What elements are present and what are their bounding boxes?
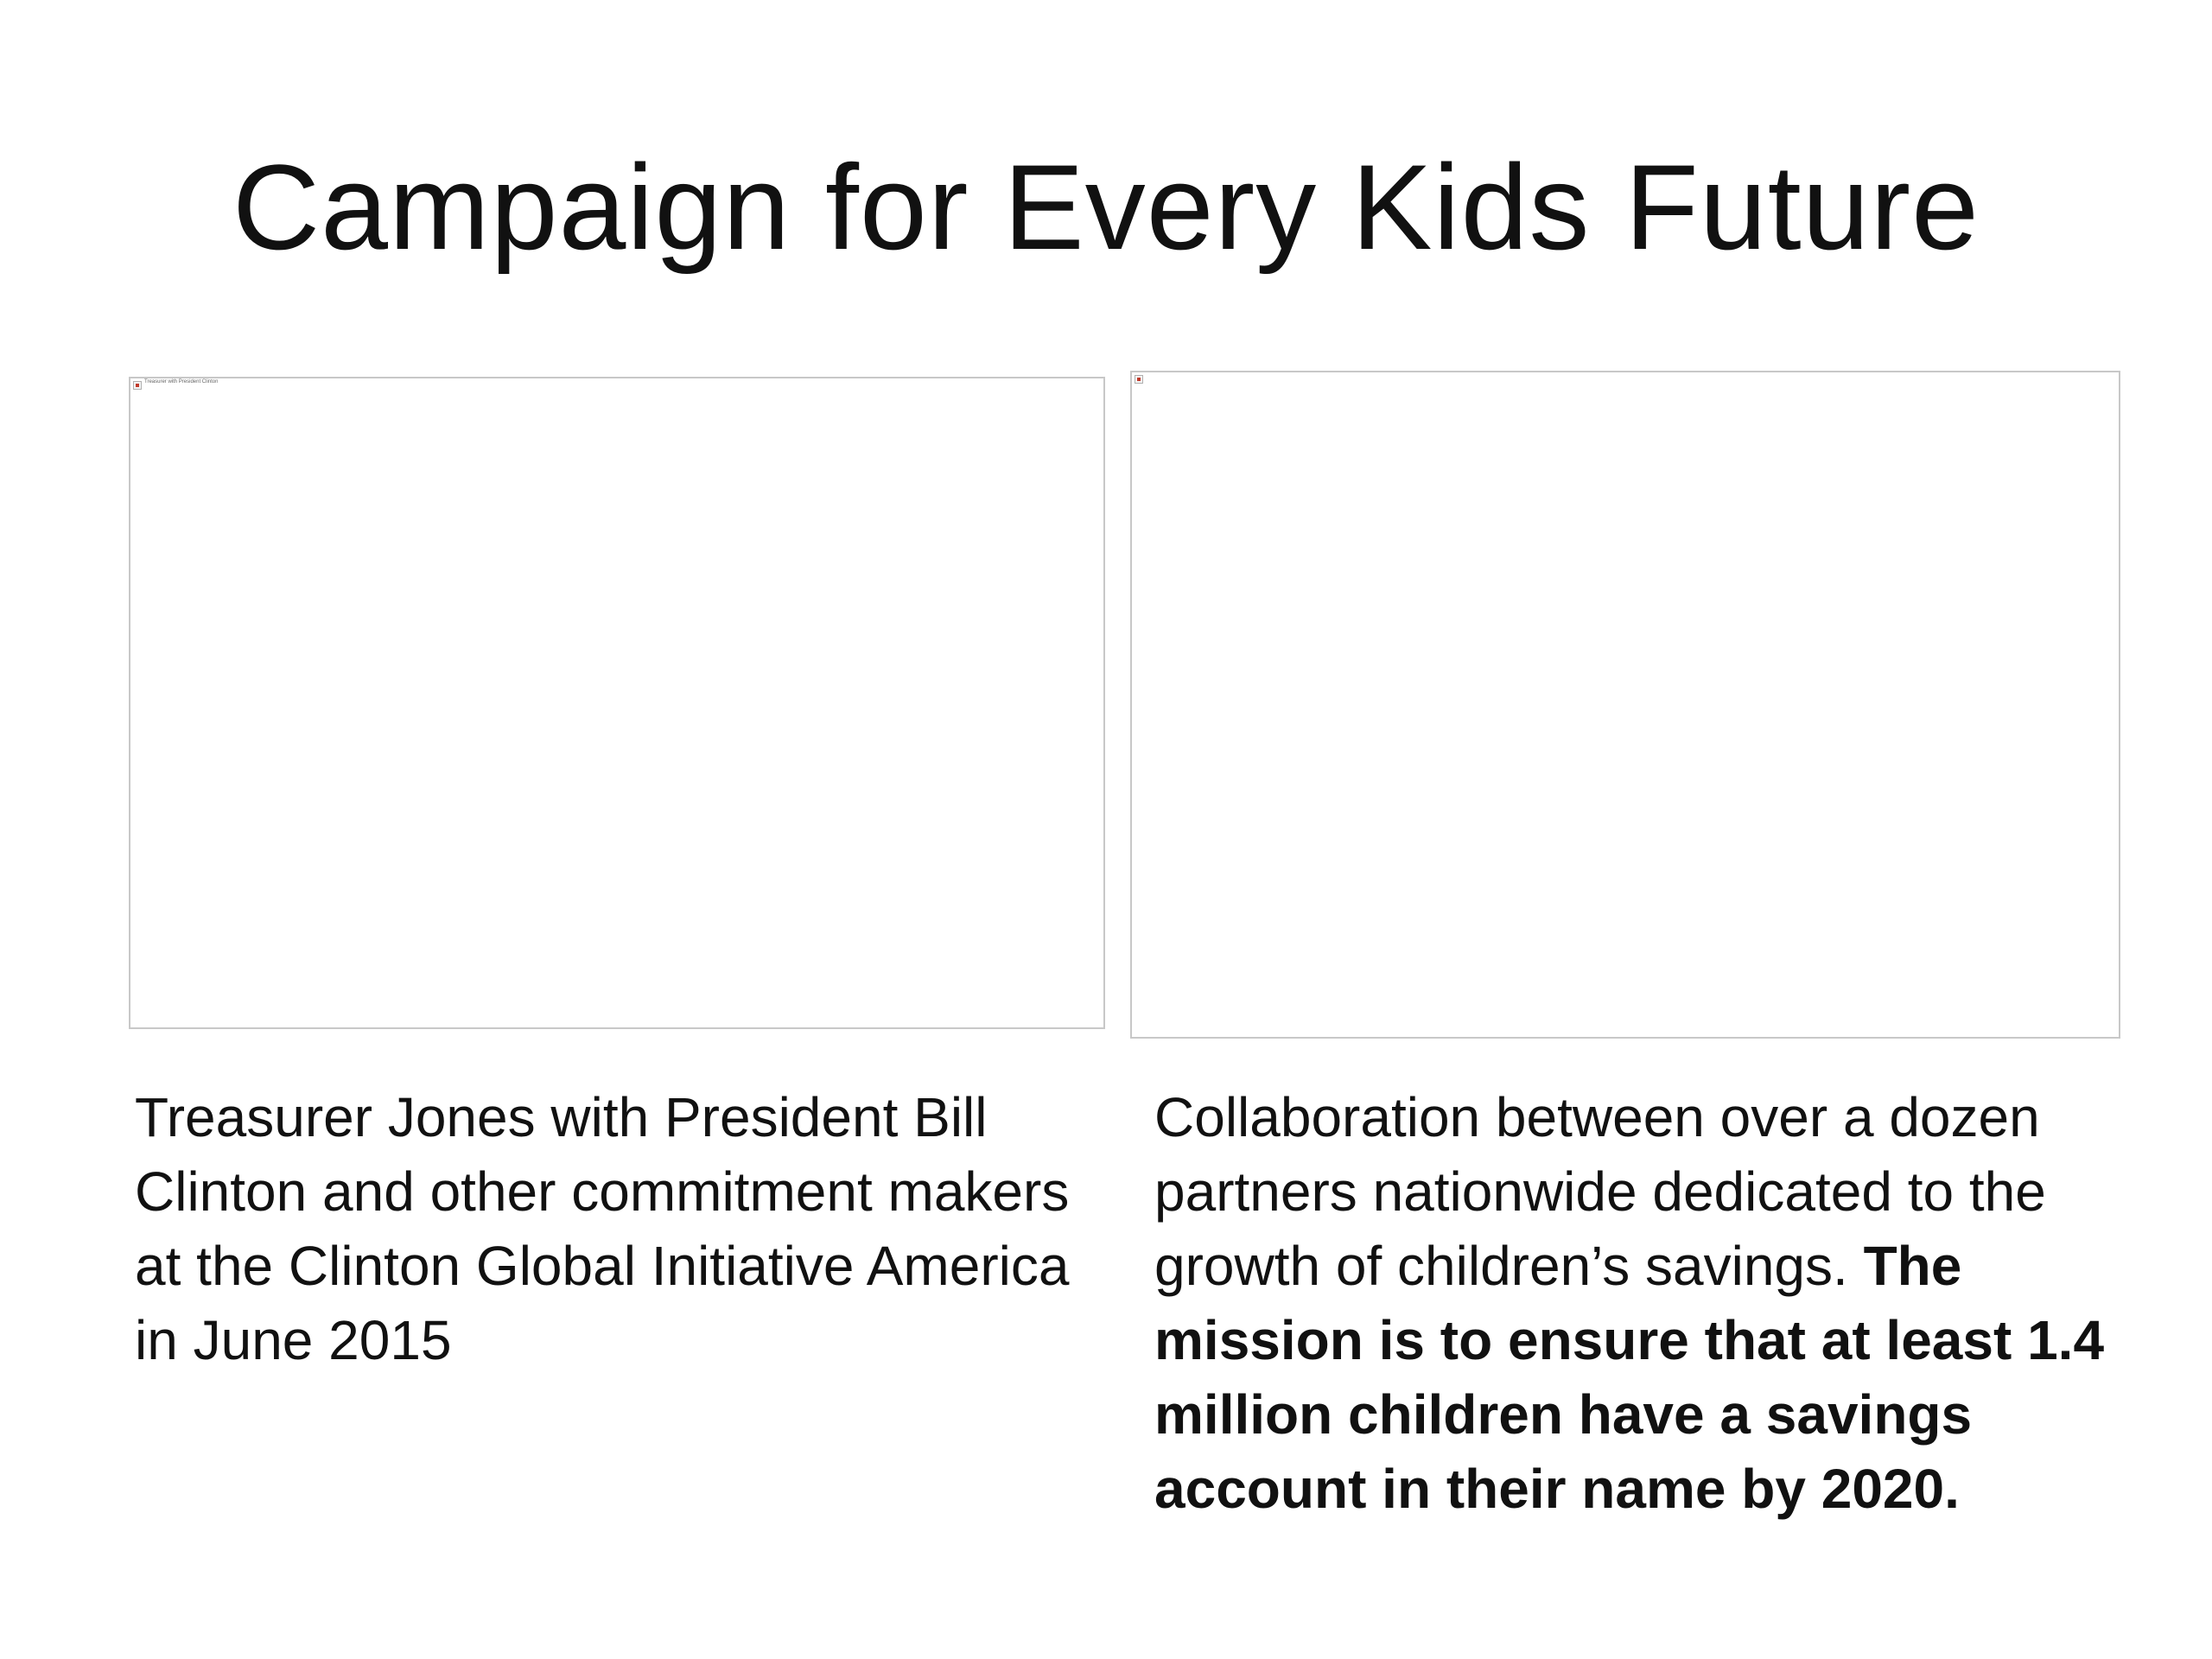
left-caption: Treasurer Jones with President Bill Clinton and other commitment makers at the Clinton Global Initiative America in June 2015 xyxy=(135,1086,1070,1371)
right-caption xyxy=(1154,1080,2122,1526)
right-caption-regular: Collaboration between over a dozen partners nationwide dedicated to the growth of children’s savings. xyxy=(1154,1086,2046,1297)
left-photo-placeholder xyxy=(129,377,1105,1029)
right-photo-placeholder xyxy=(1130,371,2120,1039)
broken-image-icon xyxy=(1135,375,1143,384)
right-caption-bold: The mission is to ensure that at least 1.4 million children have a savings account in their name by 2020. xyxy=(1154,1235,2105,1520)
left-photo-alt-text: Treasurer with President Clinton xyxy=(144,379,219,385)
broken-image-icon xyxy=(133,381,142,390)
slide-title: Campaign for Every Kids Future xyxy=(232,139,1980,275)
